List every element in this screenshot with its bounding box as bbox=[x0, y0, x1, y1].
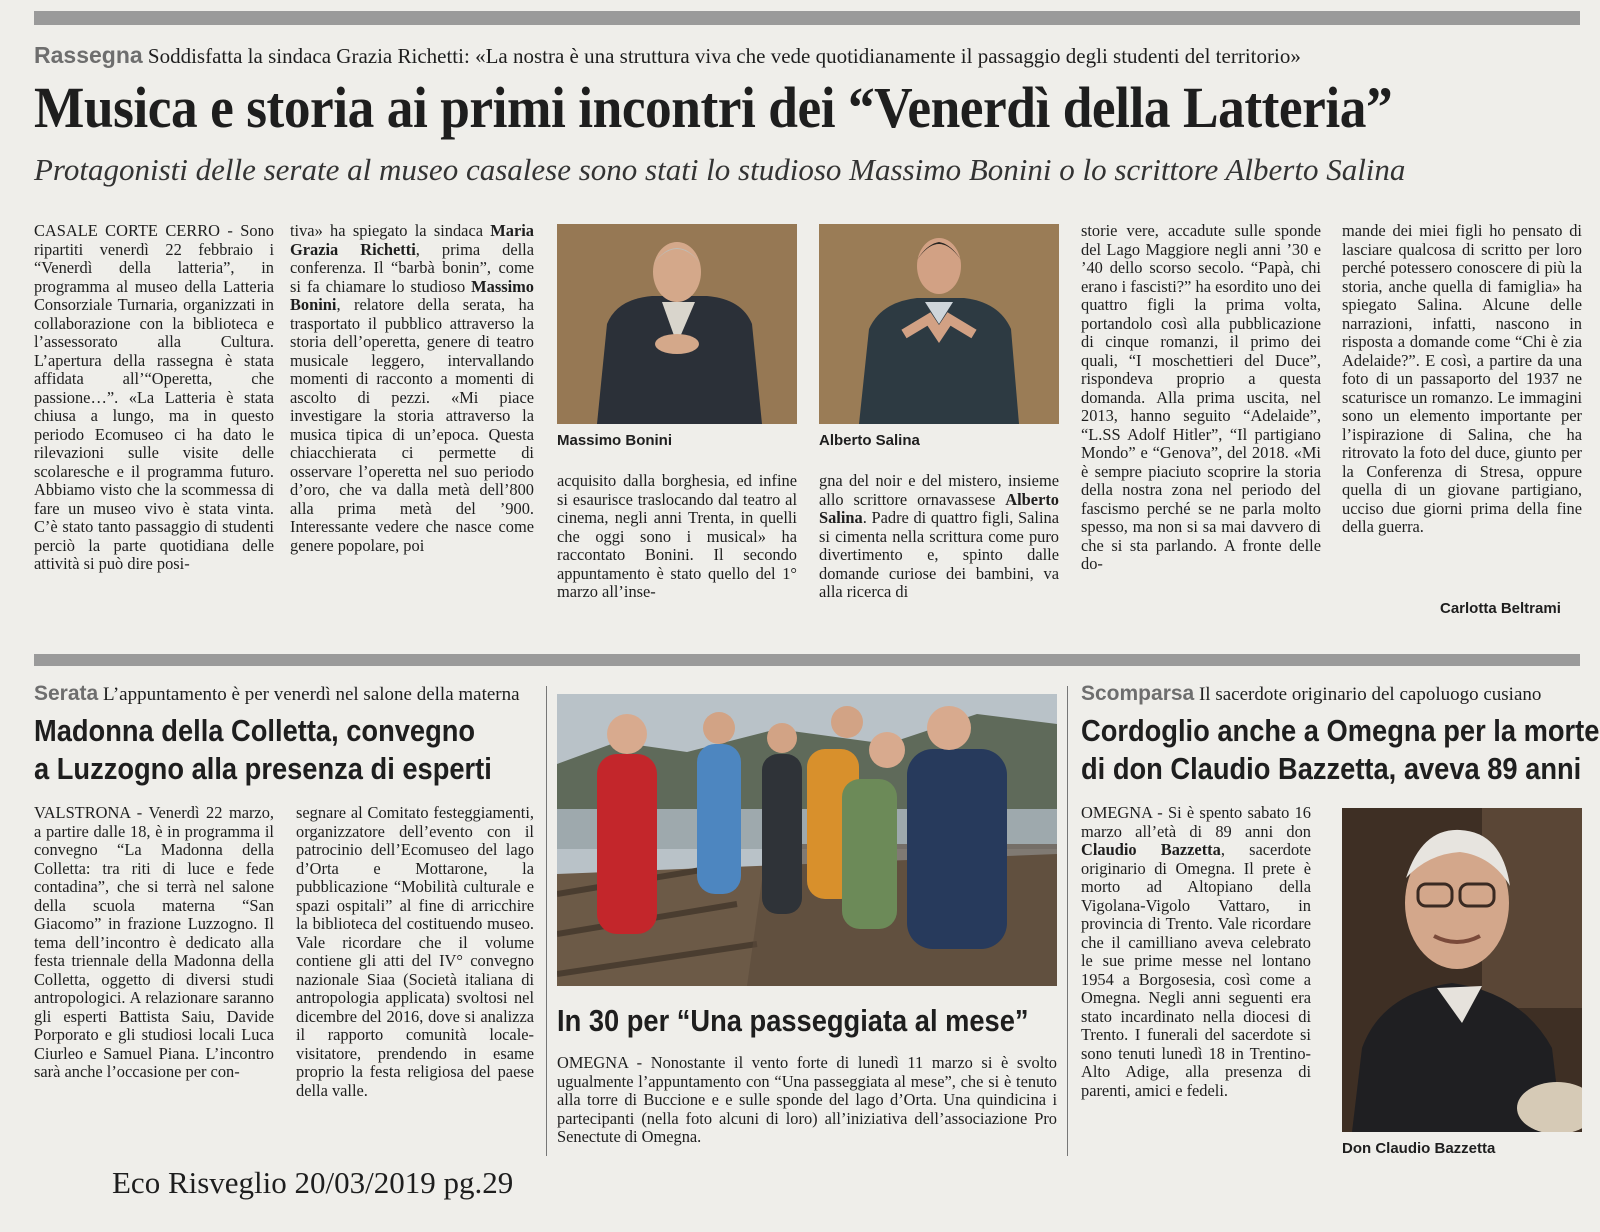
main-col-2: tiva» ha spiegato la sindaca Maria Grazia Richetti, prima della conferenza. Il “barbà bonin”, come si fa chiamare lo studioso Massimo Bonini, relatore della serata, ha trasportato il pubblico attraverso la storia dell’operetta, genere di teatro musicale leggero, intervallando momenti di racconto a momenti di ascolto di pezzi. «Mi piace investigare la storia attraverso la musica tipica di un’epoca. Questa chiacchierata ci permette di osservare l’operetta nel suo periodo d’oro, che va dalla metà dell’800 alla prima metà del ’900. Interessante vedere che nasce come genere popolare, poi bbox=[290, 222, 534, 555]
main-col-4: gna del noir e del mistero, insieme allo scrittore ornavassese Alberto Salina. Padre di quattro figli, Salina si cimenta nella scrittura come puro divertimento e, spinto dalle domande curiose dei bambini, va alla ricerca di bbox=[819, 472, 1059, 601]
bazzetta-name: Claudio Bazzetta bbox=[1081, 840, 1221, 859]
main-headline: Musica e storia ai primi incontri dei “Venerdì della Latteria” bbox=[34, 75, 1393, 140]
main-subhead: Protagonisti delle serate al museo casalese sono stati lo studioso Massimo Bonini o lo scrittore Alberto Salina bbox=[34, 152, 1406, 187]
main-kicker-text: Soddisfatta la sindaca Grazia Richetti: «La nostra è una struttura viva che vede quotidianamente il passaggio degli studenti del territorio» bbox=[147, 44, 1301, 68]
scomparsa-kicker-text: Il sacerdote originario del capoluogo cusiano bbox=[1198, 684, 1542, 705]
main-kicker bbox=[34, 42, 1301, 69]
photo-passeggiata-group bbox=[557, 694, 1057, 986]
main-col-1: CASALE CORTE CERRO - Sono ripartiti venerdì 22 febbraio i “Venerdì della latteria”, in programma al museo della Latteria Consorziale Turnaria, organizzati in collaborazione con la biblioteca e l’assessorato alla Cultura. L’apertura della rassegna è stata affidata all’“Operetta, che passione…”. «La Latteria è stata chiusa a lungo, ma in questo periodo Ecomuseo ci ha dato le rilevazioni sulle visite delle scolaresche e il programma futuro. Abbiamo visto che la scommessa di fare un museo vivo è stata vinta. C’è stato tanto passaggio di studenti perciò la parte quotidiana delle attività si può dire posi- bbox=[34, 222, 274, 573]
scomparsa-kicker bbox=[1081, 682, 1541, 706]
serata-kicker bbox=[34, 682, 520, 706]
bonini-name: Massimo Bonini bbox=[290, 276, 534, 314]
caption-bonini: Massimo Bonini bbox=[557, 432, 673, 449]
salina-name: Alberto Salina bbox=[819, 489, 1059, 527]
richetti-name: Maria Grazia Richetti bbox=[290, 222, 534, 259]
scomparsa-body: OMEGNA - Si è spento sabato 16 marzo all’età di 89 anni don Claudio Bazzetta, sacerdote originario di Omegna. Il prete è morto ad Altopiano della Vigolana-Vigolo Vattaro, in provincia di Trento. Vale ricordare che il camilliano aveva celebrato le sue prime messe nel lontano 1954 a Borgosesia, così come a Omegna. Negli anni seguenti era stato incardinato nella diocesi di Trento. I funerali del sacerdote si sono tenuti lunedì 18 in Trentino-Alto Adige, alla presenza di parenti, amici e fedeli. bbox=[1081, 804, 1311, 1100]
separator-right bbox=[1067, 686, 1068, 1156]
serata-col-2: segnare al Comitato festeggiamenti, organizzatore dell’evento con il patrocinio dell’Ecomuseo del lago d’Orta e Mottarone, la pubblicazione “Mobilità culturale e spazi ospitali” al fine di arricchire la biblioteca del costituendo museo. Vale ricordare che il volume contiene gli atti del IV° convegno nazionale Siaa (Società italiana di antropologia applicata) svoltosi nel dicembre del 2016, dove si analizza il rapporto comunità locale-visitatore, prendendo in esame proprio la festa religiosa del paese della valle. bbox=[296, 804, 534, 1100]
photo-massimo-bonini bbox=[557, 224, 797, 424]
serata-kicker-label: Serata bbox=[34, 682, 99, 705]
scomparsa-kicker-label: Scomparsa bbox=[1081, 682, 1195, 705]
scomparsa-headline-1: Cordoglio anche a Omegna per la morte bbox=[1081, 713, 1600, 748]
top-rule bbox=[34, 11, 1580, 25]
passeggiata-headline: In 30 per “Una passeggiata al mese” bbox=[557, 1003, 1029, 1038]
main-col-5: storie vere, accadute sulle sponde del Lago Maggiore negli anni ’30 e ’40 dello scorso secolo. “Papà, chi erano i fascisti?” ha esordito uno dei quattro figli la prima volta, portandolo così alla pubblicazione di cinque romanzi, il primo dei quali, “I moschettieri del Duce”, rispondeva proprio a questa domanda. Alla prima uscita, nel 2013, hanno seguito “Adelaide”, “L.SS Adolf Hitler”, “Il partigiano Mondo” e “Genova”, del 2018. «Mi è sempre piaciuto scoprire la storia della nostra zona nel periodo del fascismo perché se ne parla molto spesso, ma non si sa mai davvero di che si sta parlando. A fronte delle do- bbox=[1081, 222, 1321, 573]
photo-alberto-salina bbox=[819, 224, 1059, 424]
main-kicker-label: Rassegna bbox=[34, 42, 143, 68]
passeggiata-body: OMEGNA - Nonostante il vento forte di lunedì 11 marzo si è svolto ugualmente l’appuntamento con “Una passeggiata al mese”, che si è tenuto alla torre di Buccione e e sulle sponde del lago d’Orta. Una quindicina i partecipanti (nella foto alcuni di loro) all’iniziativa dell’associazione Pro Senectute di Omegna. bbox=[557, 1054, 1057, 1146]
main-col-3: acquisito dalla borghesia, ed infine si esaurisce traslocando dal teatro al cinema, negli anni Trenta, in quelli che oggi sono i musical» ha raccontato Bonini. Il secondo appuntamento è stato quello del 1° marzo all’inse- bbox=[557, 472, 797, 601]
main-col-6: mande dei miei figli ho pensato di lasciare qualcosa di scritto per loro perché potessero conoscere di più la storia, anche quella di famiglia» ha spiegato Salina. Alcune delle narrazioni, infatti, nascono in risposta a domande come “Chi è zia Adelaide?”. E così, a partire da una foto di un passaporto del 1937 ne scaturisce un romanzo. Le immagini sono un elemento importante per l’ispirazione di Salina, che ha ritrovato la foto del duce, giunto per la Conferenza di Stresa, oppure quella di un giovane partigiano, ucciso due giorni prima della fine della guerra. bbox=[1342, 222, 1582, 536]
separator-left bbox=[546, 686, 547, 1156]
middle-rule bbox=[34, 654, 1580, 666]
serata-col-1: VALSTRONA - Venerdì 22 marzo, a partire dalle 18, è in programma il convegno “La Madonna della Colletta: tra riti di luce e fede contadina”, che si terrà nel salone della scuola materna “San Giacomo” in frazione Luzzogno. Il tema dell’incontro è dedicato alla festa triennale della Madonna della Colletta, oggetto di diversi studi antropologici. A relazionare saranno gli esperti Battista Saiu, Davide Porporato e gli studiosi locali Luca Ciurleo e Samuel Piana. L’incontro sarà anche l’occasione per con- bbox=[34, 804, 274, 1081]
scomparsa-headline-2: di don Claudio Bazzetta, aveva 89 anni bbox=[1081, 751, 1582, 786]
caption-salina: Alberto Salina bbox=[819, 432, 920, 449]
serata-kicker-text: L’appuntamento è per venerdì nel salone della materna bbox=[102, 684, 520, 705]
serata-headline-1: Madonna della Colletta, convegno bbox=[34, 713, 476, 748]
caption-bazzetta: Don Claudio Bazzetta bbox=[1342, 1140, 1496, 1157]
serata-headline-2: a Luzzogno alla presenza di esperti bbox=[34, 751, 492, 786]
source-footer: Eco Risveglio 20/03/2019 pg.29 bbox=[112, 1165, 514, 1200]
photo-claudio-bazzetta bbox=[1342, 808, 1582, 1132]
author-byline: Carlotta Beltrami bbox=[1440, 600, 1561, 617]
